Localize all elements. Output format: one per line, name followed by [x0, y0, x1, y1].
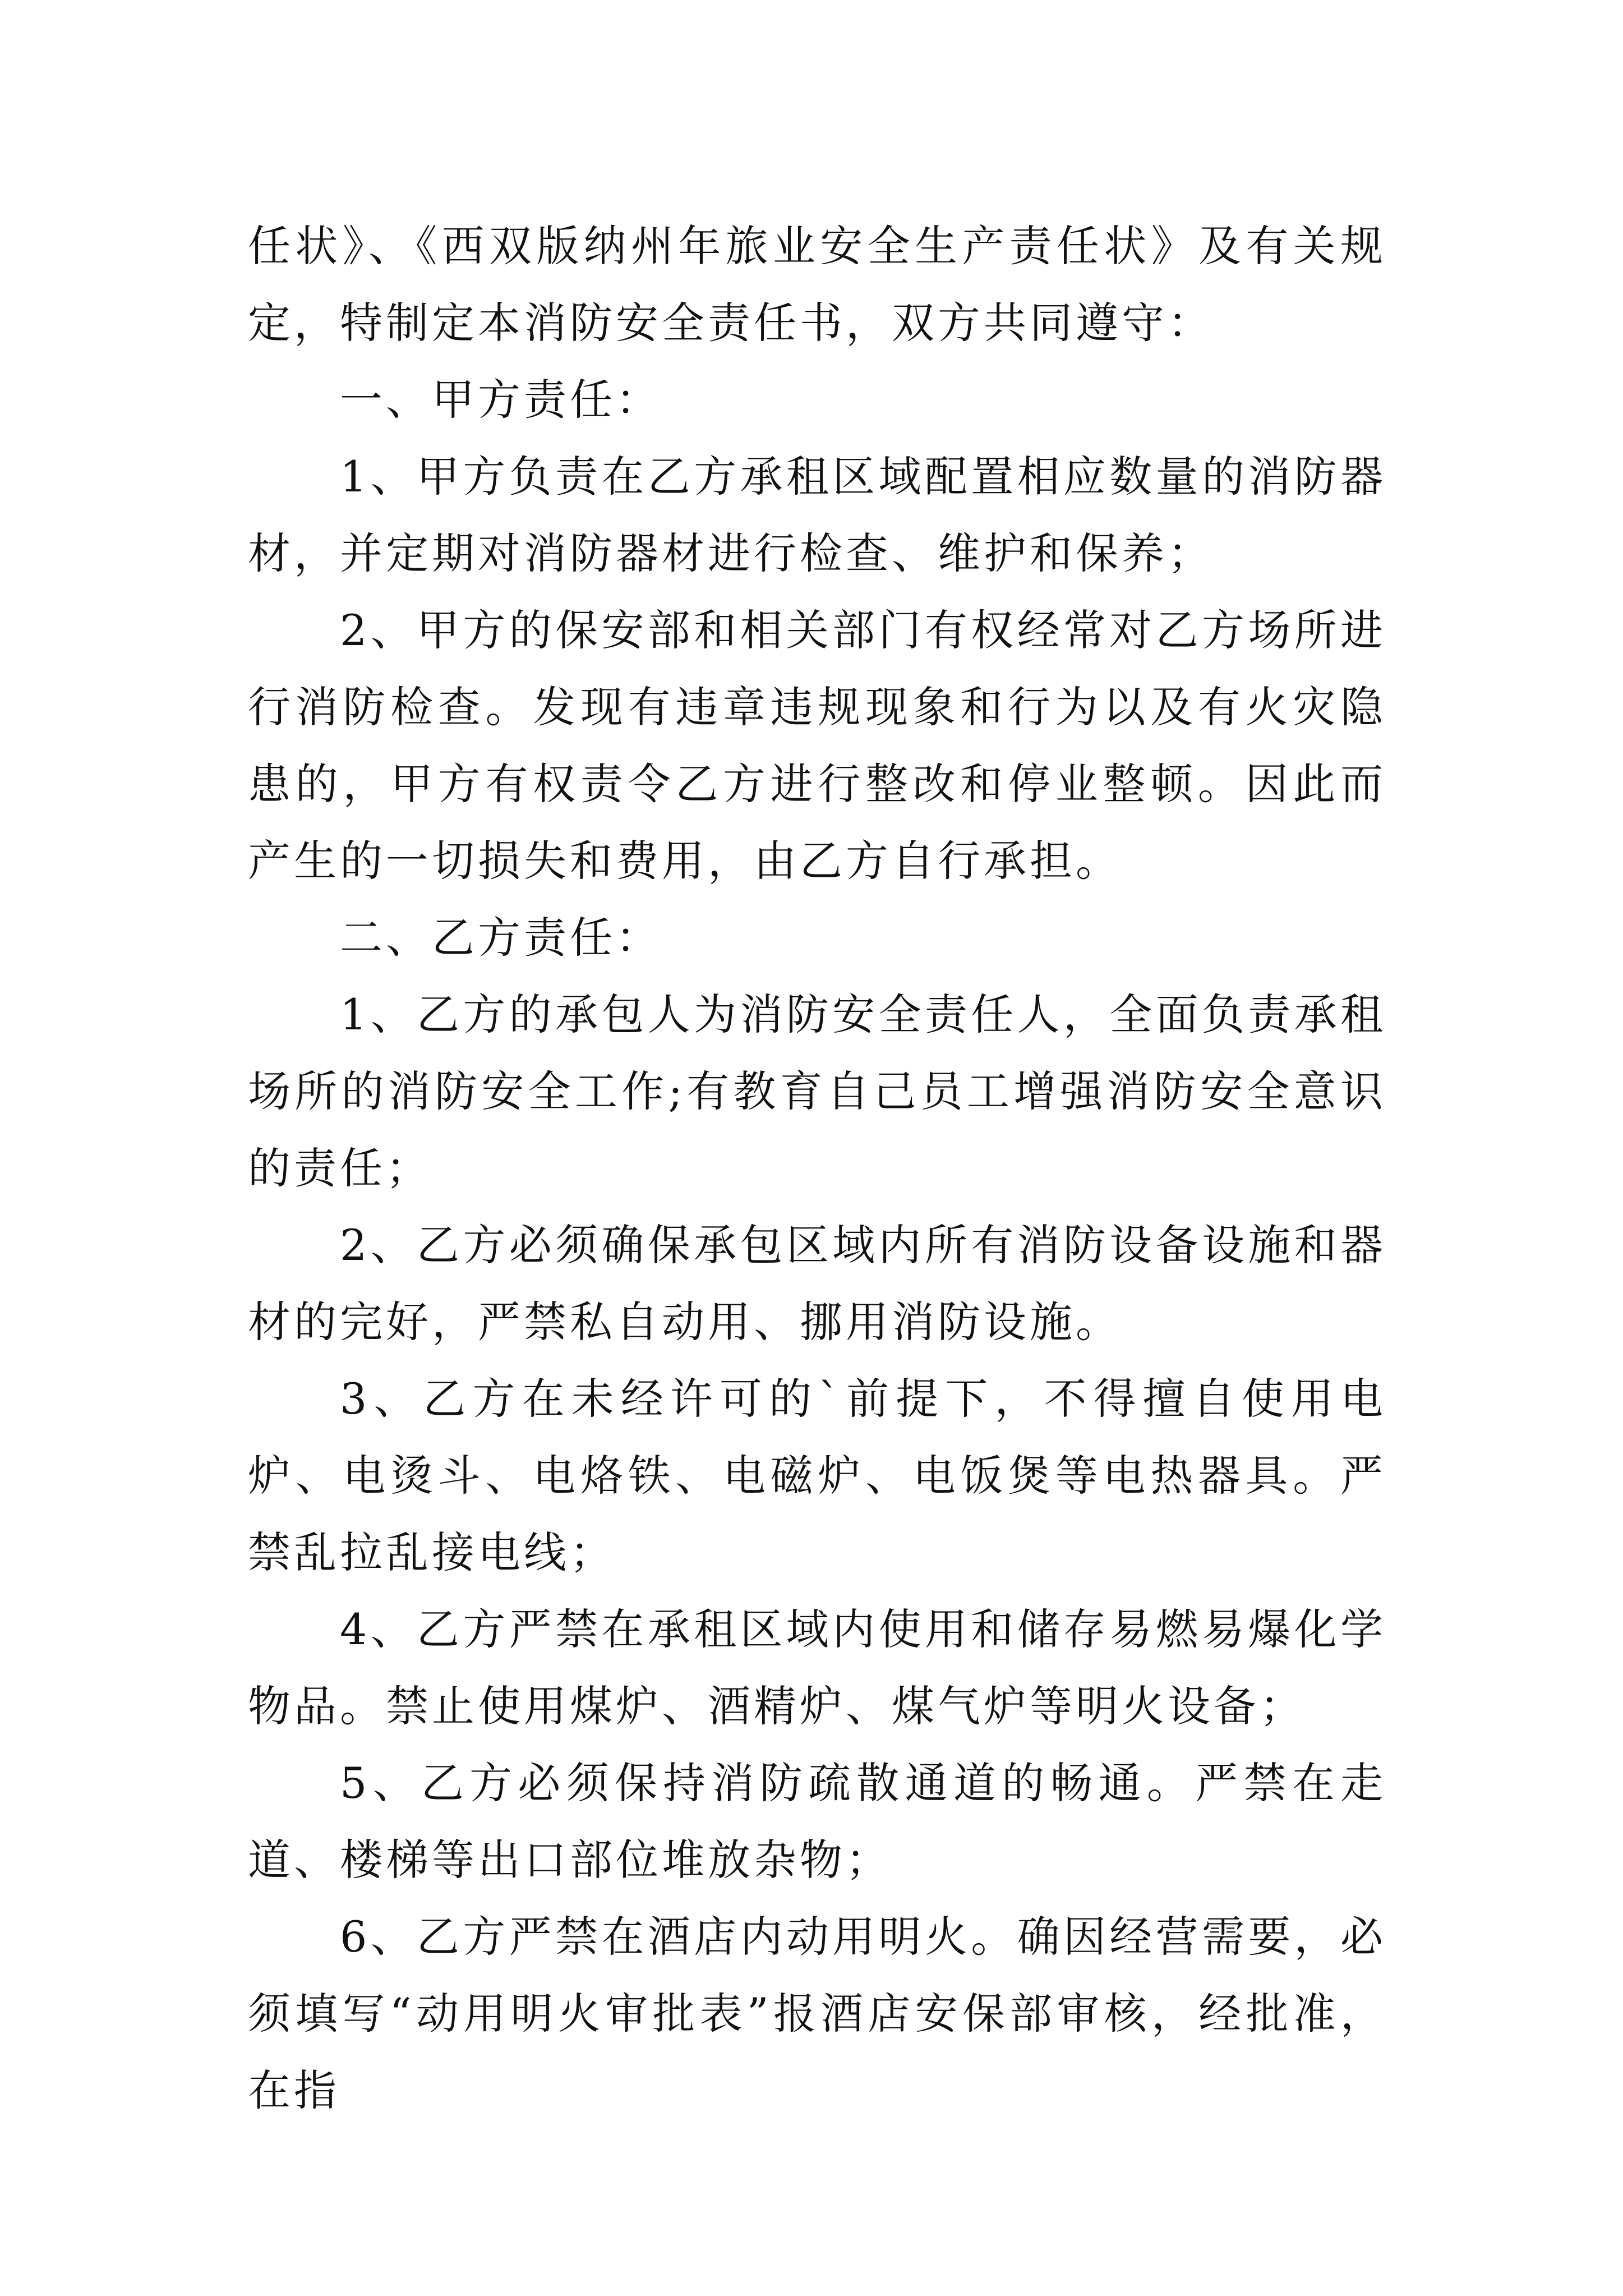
party-b-item-6: 6、乙方严禁在酒店内动用明火。确因经营需要，必须填写“动用明火审批表”报酒店安保部审核，经批准，在指: [248, 1912, 1386, 2115]
document-body: [248, 208, 1386, 2129]
heading-party-a-duties: 一、甲方责任：: [340, 375, 662, 425]
party-a-item-1: 1、甲方负责在乙方承租区域配置相应数量的消防器材，并定期对消防器材进行检查、维护和保养；: [248, 452, 1386, 578]
party-b-item-2: 2、乙方必须确保承包区域内所有消防设备设施和器材的完好，严禁私自动用、挪用消防设施。: [248, 1220, 1386, 1347]
party-b-item-1: 1、乙方的承包人为消防安全责任人，全面负责承租场所的消防安全工作;有教育自己员工增强消防安全意识的责任；: [248, 990, 1386, 1193]
party-b-item-5: 5、乙方必须保持消防疏散通道的畅通。严禁在走道、楼梯等出口部位堆放杂物；: [248, 1758, 1386, 1885]
paragraph-intro: 任状》、《西双版纳州年旅业安全生产责任状》及有关规定，特制定本消防安全责任书，双方共同遵守：: [248, 221, 1386, 348]
party-a-item-2: 2、甲方的保安部和相关部门有权经常对乙方场所进行消防检查。发现有违章违规现象和行为以及有火灾隐患的，甲方有权责令乙方进行整改和停业整顿。因此而产生的一切损失和费用，由乙方自行承担。: [248, 605, 1386, 886]
party-b-item-3: 3、乙方在未经许可的`前提下，不得擅自使用电炉、电烫斗、电烙铁、电磁炉、电饭煲等电热器具。严禁乱拉乱接电线；: [248, 1374, 1386, 1577]
party-b-item-4: 4、乙方严禁在承租区域内使用和储存易燃易爆化学物品。禁止使用煤炉、酒精炉、煤气炉等明火设备；: [248, 1604, 1386, 1731]
heading-party-b-duties: 二、乙方责任：: [340, 913, 662, 963]
